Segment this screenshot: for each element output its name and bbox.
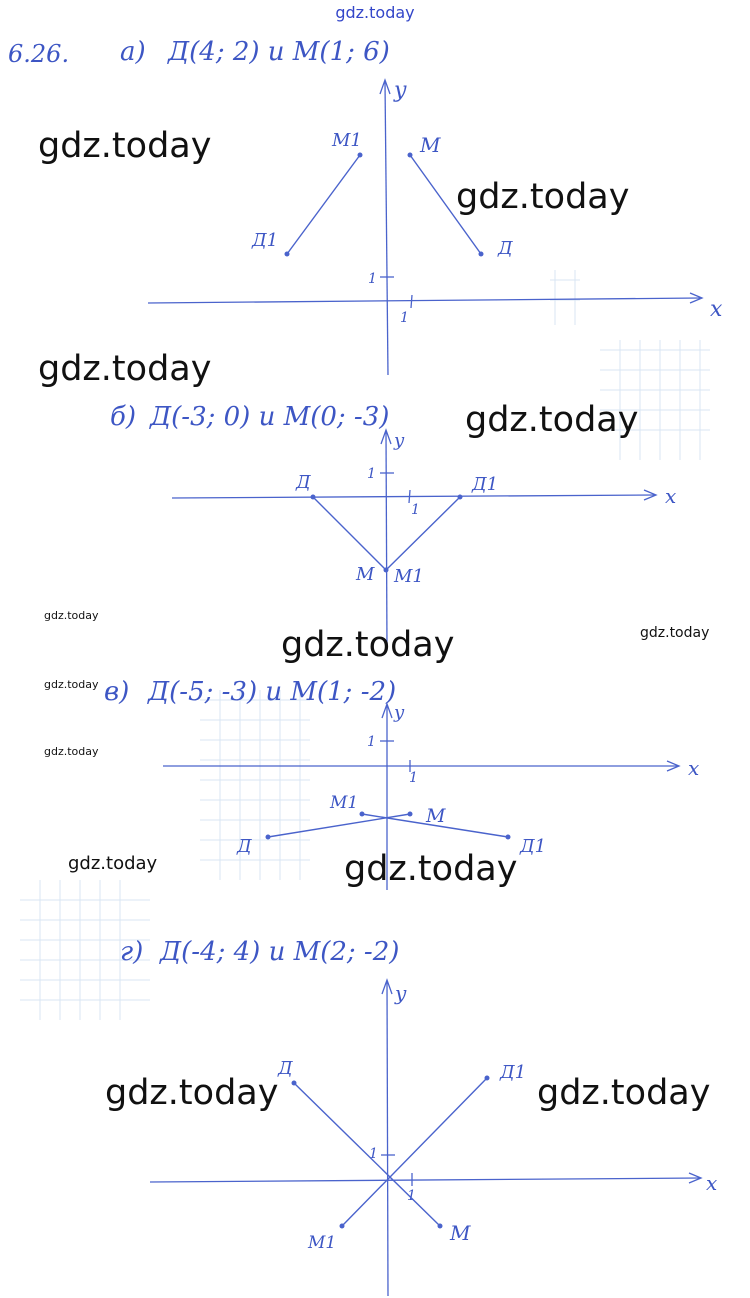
segment-d-m-v xyxy=(268,814,410,837)
watermark-small-1: gdz.today xyxy=(44,609,99,622)
x-unit-g: 1 xyxy=(407,1188,416,1204)
watermark-small-2: gdz.today xyxy=(640,625,710,641)
point-d1-b xyxy=(458,495,463,500)
label-m1-v: М1 xyxy=(330,793,359,813)
label-m-v: М xyxy=(426,805,446,827)
label-m1-g: М1 xyxy=(308,1233,337,1253)
x-tick-b xyxy=(409,490,410,503)
point-m-a xyxy=(408,153,413,158)
x-unit-b: 1 xyxy=(411,502,420,518)
y-unit-a: 1 xyxy=(368,271,377,287)
point-d1-a xyxy=(285,252,290,257)
y-unit-b: 1 xyxy=(367,466,376,482)
watermark-1: gdz.today xyxy=(38,126,212,166)
point-d-a xyxy=(479,252,484,257)
watermark-2: gdz.today xyxy=(456,177,630,217)
watermark-4: gdz.today xyxy=(465,400,639,440)
label-d1-b: Д1 xyxy=(472,474,499,495)
x-label-b: x xyxy=(665,484,677,508)
label-m1-a: М1 xyxy=(332,130,362,151)
watermark-3: gdz.today xyxy=(38,349,212,389)
label-d-g: Д xyxy=(278,1058,293,1079)
y-label-b: y xyxy=(394,430,405,451)
y-unit-g: 1 xyxy=(369,1146,378,1162)
segment-d1-m1-a xyxy=(287,155,360,254)
top-watermark: gdz.today xyxy=(335,3,415,22)
y-unit-v: 1 xyxy=(367,734,376,750)
point-m-g xyxy=(438,1224,443,1229)
part-v-label: в) xyxy=(104,677,130,707)
watermark-5: gdz.today xyxy=(281,625,455,665)
label-m-b: М xyxy=(356,564,375,585)
y-axis-a xyxy=(385,82,388,375)
part-b-condition: Д(-3; 0) и М(0; -3) xyxy=(150,402,390,432)
label-m-g: М xyxy=(450,1221,471,1245)
label-d1-v: Д1 xyxy=(520,836,547,857)
x-axis-a xyxy=(148,298,700,303)
label-d1-g: Д1 xyxy=(500,1062,527,1083)
y-axis-b xyxy=(386,432,387,650)
x-tick-a xyxy=(411,295,412,308)
x-axis-g xyxy=(150,1178,700,1182)
y-label-a: y xyxy=(394,78,407,103)
part-b-label: б) xyxy=(110,402,137,432)
point-m1-g xyxy=(340,1224,345,1229)
graph-part-g xyxy=(150,980,717,1296)
part-g-condition: Д(-4; 4) и М(2; -2) xyxy=(160,937,400,967)
watermark-small-4: gdz.today xyxy=(44,745,99,758)
point-m1-v xyxy=(360,812,365,817)
x-label-a: x xyxy=(710,297,723,322)
watermark-small-5: gdz.today xyxy=(68,853,158,874)
part-a-label: а) xyxy=(120,37,146,67)
segment-d-m-g xyxy=(294,1083,440,1226)
watermark-small-3: gdz.today xyxy=(44,678,99,691)
watermark-7: gdz.today xyxy=(105,1073,279,1113)
point-m-v xyxy=(408,812,413,817)
point-d-b xyxy=(311,495,316,500)
label-d-a: Д xyxy=(498,238,513,259)
part-v-condition: Д(-5; -3) и М(1; -2) xyxy=(148,677,397,707)
label-m-a: М xyxy=(420,133,441,157)
label-m1-b: М1 xyxy=(394,566,424,587)
x-unit-a: 1 xyxy=(400,310,409,326)
point-m1-a xyxy=(358,153,363,158)
y-label-v: y xyxy=(394,702,405,723)
x-axis-b xyxy=(172,495,655,498)
point-d-g xyxy=(292,1081,297,1086)
point-m-b xyxy=(384,568,389,573)
x-label-v: x xyxy=(688,756,700,780)
graph-part-b xyxy=(172,430,676,650)
watermark-8: gdz.today xyxy=(537,1073,711,1113)
y-axis-g xyxy=(387,982,388,1296)
watermark-6: gdz.today xyxy=(344,849,518,889)
part-g-label: г) xyxy=(120,937,144,967)
label-d1-a: Д1 xyxy=(252,230,279,251)
x-label-g: x xyxy=(706,1171,718,1195)
point-d1-g xyxy=(485,1076,490,1081)
graph-part-a xyxy=(148,78,723,375)
point-d-v xyxy=(266,835,271,840)
label-d-v: Д xyxy=(237,836,252,857)
problem-number: 6.26. xyxy=(8,40,70,68)
label-d-b: Д xyxy=(296,472,311,493)
x-unit-v: 1 xyxy=(409,770,418,786)
part-a-condition: Д(4; 2) и М(1; 6) xyxy=(168,37,390,67)
point-d1-v xyxy=(506,835,511,840)
y-label-g: y xyxy=(395,981,407,1005)
